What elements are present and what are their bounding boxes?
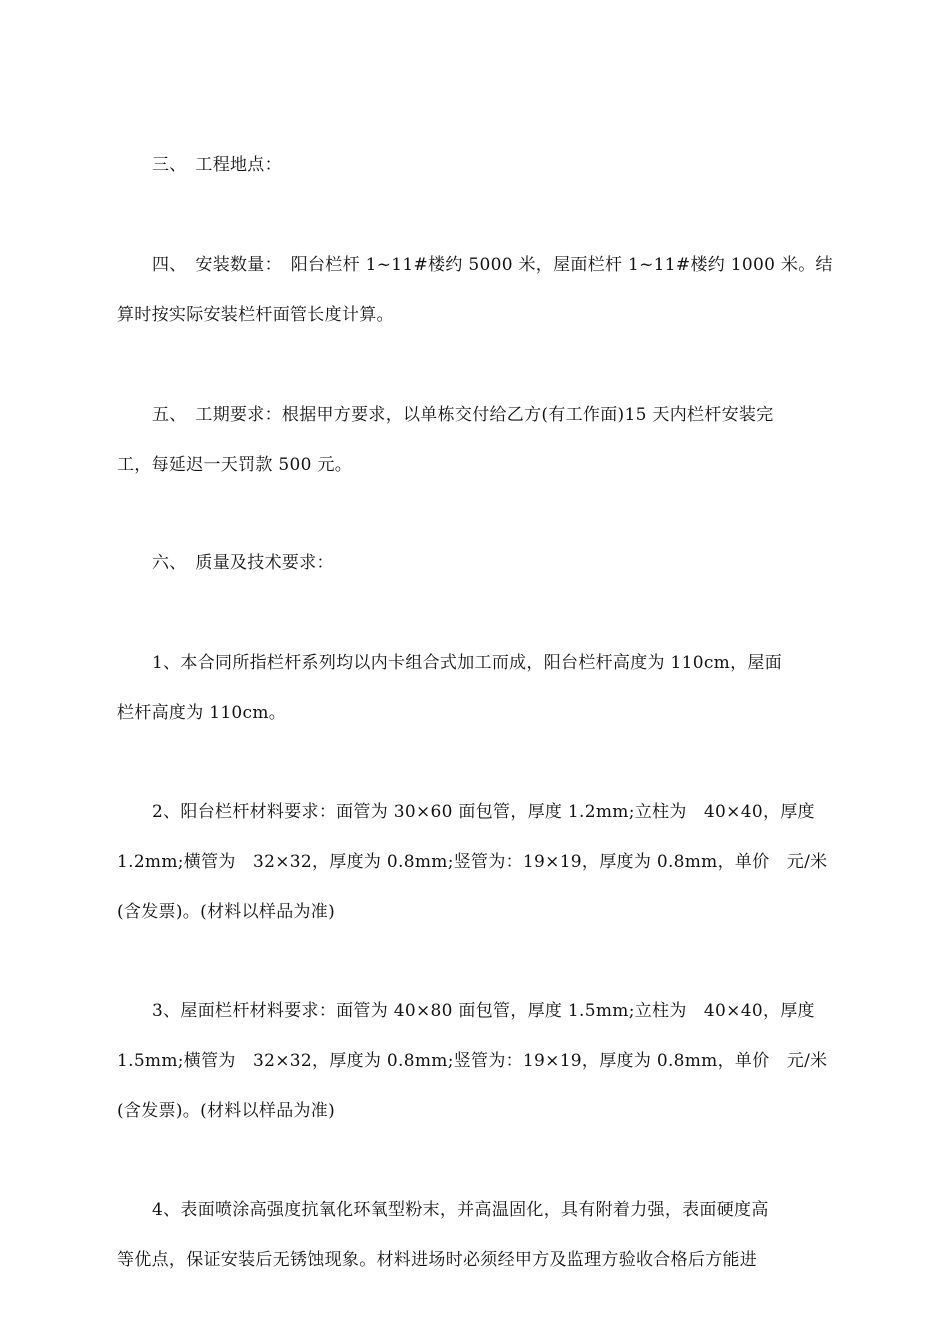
paragraph-line: 2、阳台栏杆材料要求：面管为 30×60 面包管，厚度 1.2mm;立柱为 40×40，厚度 — [152, 802, 815, 822]
paragraph-line: 六、 质量及技术要求： — [152, 553, 334, 573]
item-3-roof-railing-materials — [117, 986, 837, 1136]
section-4-installation-quantity — [117, 240, 837, 340]
paragraph-line: 工，每延迟一天罚款 500 元。 — [117, 455, 353, 475]
section-3-project-location — [117, 140, 837, 190]
paragraph-line: 4、表面喷涂高强度抗氧化环氧型粉末，并高温固化，具有附着力强，表面硬度高 — [152, 1200, 769, 1220]
item-1-railing-heights — [117, 638, 837, 738]
section-6-quality-requirements — [117, 538, 837, 588]
paragraph-line: (含发票)。(材料以样品为准) — [117, 902, 336, 922]
paragraph-line: 栏杆高度为 110cm。 — [117, 703, 287, 723]
paragraph-line: 算时按实际安装栏杆面管长度计算。 — [117, 305, 394, 325]
paragraph-line: (含发票)。(材料以样品为准) — [117, 1101, 336, 1121]
section-5-schedule-requirements — [117, 390, 837, 490]
paragraph-line: 3、屋面栏杆材料要求：面管为 40×80 面包管，厚度 1.5mm;立柱为 40×40，厚度 — [152, 1001, 815, 1021]
paragraph-line: 四、 安装数量： 阳台栏杆 1~11#楼约 5000 米，屋面栏杆 1~11#楼约 1000 米。结 — [152, 255, 833, 275]
paragraph-line: 等优点，保证安装后无锈蚀现象。材料进场时必须经甲方及监理方验收合格后方能进 — [117, 1250, 758, 1270]
paragraph-line: 1.2mm;横管为 32×32，厚度为 0.8mm;竖管为：19×19，厚度为 0.8mm，单价 元/米 — [117, 852, 828, 872]
paragraph-line: 五、 工期要求：根据甲方要求，以单栋交付给乙方(有工作面)15 天内栏杆安装完 — [152, 405, 774, 425]
paragraph-line: 1、本合同所指栏杆系列均以内卡组合式加工而成，阳台栏杆高度为 110cm，屋面 — [152, 653, 783, 673]
paragraph-line: 1.5mm;横管为 32×32，厚度为 0.8mm;竖管为：19×19，厚度为 0.8mm，单价 元/米 — [117, 1051, 828, 1071]
item-2-balcony-railing-materials — [117, 787, 837, 937]
item-4-surface-coating — [117, 1185, 837, 1285]
paragraph-line: 三、 工程地点： — [152, 155, 282, 175]
